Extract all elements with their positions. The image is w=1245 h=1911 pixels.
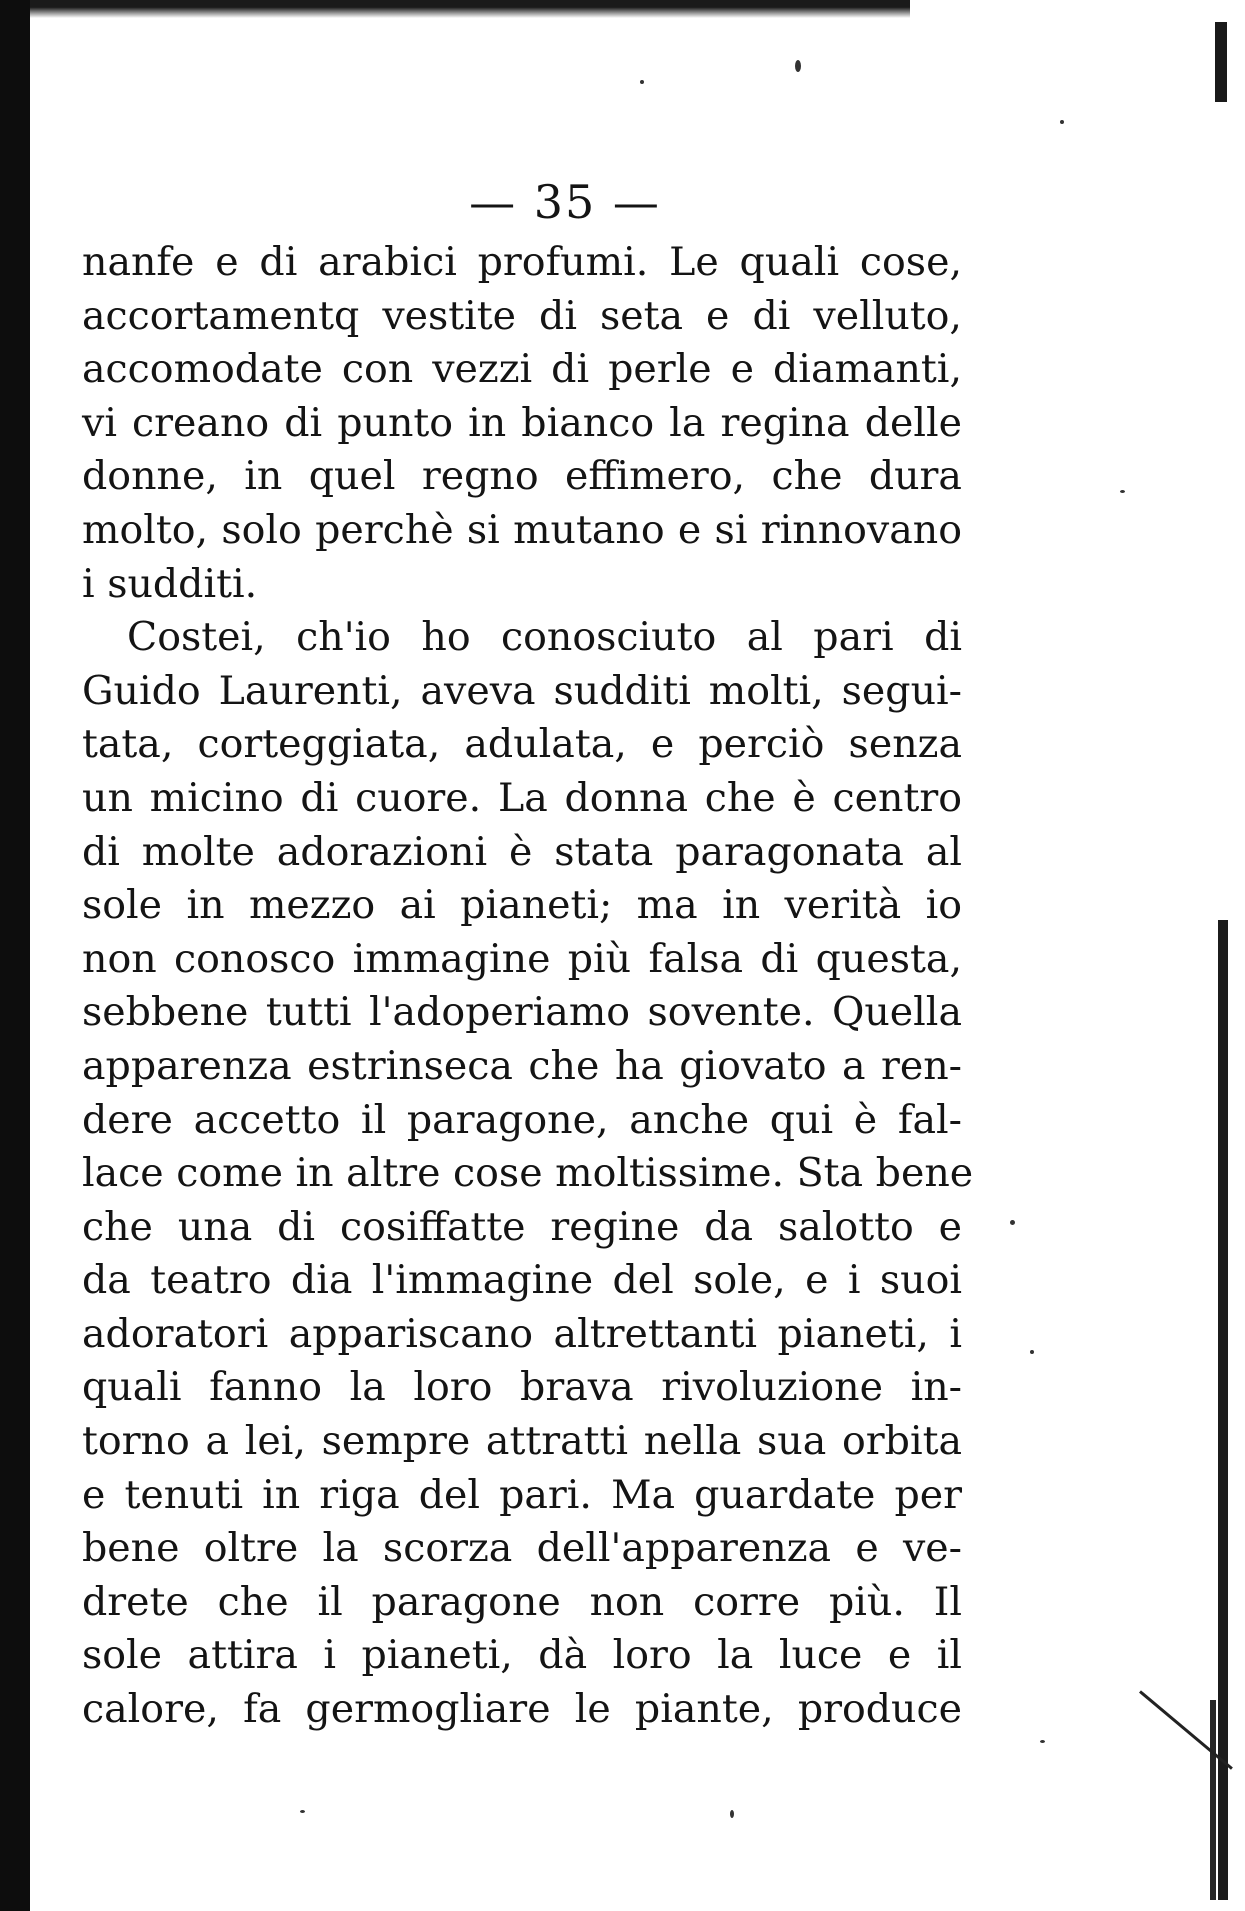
text-line: quali fanno la loro brava rivoluzione in- (82, 1364, 962, 1411)
page-number: — 35 — (469, 175, 661, 229)
text-line: dere accetto il paragone, anche qui è fal- (82, 1096, 962, 1143)
text-line: tata, corteggiata, adulata, e perciò senza (82, 721, 962, 768)
text-line: drete che il paragone non corre più. Il (82, 1578, 962, 1625)
left-binding-edge (0, 0, 30, 1911)
text-line: accomodate con vezzi di perle e diamanti, (82, 346, 962, 393)
scan-speck (1010, 1220, 1015, 1225)
text-line: lace come in altre cose moltissime. Sta bene (82, 1150, 974, 1197)
text-line: sole in mezzo ai pianeti; ma in verità io (82, 882, 962, 929)
text-line: e tenuti in riga del pari. Ma guardate per (82, 1471, 962, 1518)
text-line: calore, fa germogliare le piante, produce (82, 1686, 962, 1733)
text-line: Guido Laurenti, aveva sudditi molti, segui- (82, 667, 962, 714)
text-line: accortamentq vestite di seta e di velluto, (82, 292, 962, 339)
body-text (82, 236, 974, 1737)
scan-speck (1120, 490, 1125, 493)
scan-speck (300, 1810, 305, 1813)
text-line: apparenza estrinseca che ha giovato a ren- (82, 1042, 962, 1089)
text-line: sebbene tutti l'adoperiamo sovente. Quella (82, 989, 962, 1036)
scan-speck (640, 80, 644, 84)
text-line: da teatro dia l'immagine del sole, e i suoi (82, 1257, 962, 1304)
text-line: un micino di cuore. La donna che è centro (82, 774, 962, 821)
scan-speck (730, 1810, 734, 1818)
right-scan-edge (1218, 920, 1228, 1900)
text-line: vi creano di punto in bianco la regina delle (82, 399, 962, 446)
paragraph-2 (82, 611, 974, 1736)
text-line: non conosco immagine più falsa di questa, (82, 935, 962, 982)
text-line: donne, in quel regno effimero, che dura (82, 453, 962, 500)
top-scan-edge (30, 0, 910, 18)
text-line: i sudditi. (82, 560, 258, 607)
text-line: torno a lei, sempre attratti nella sua orbita (82, 1418, 962, 1465)
text-line: sole attira i pianeti, dà loro la luce e il (82, 1632, 962, 1679)
top-right-scan-mark (1215, 22, 1227, 102)
right-scan-edge-inner (1210, 1700, 1216, 1900)
text-line: bene oltre la scorza dell'apparenza e ve- (82, 1525, 962, 1572)
scan-speck (795, 60, 801, 72)
paragraph-1 (82, 236, 962, 611)
scan-speck (1040, 1740, 1045, 1743)
scan-speck (1060, 120, 1064, 124)
text-line: Costei, ch'io ho conosciuto al pari di (127, 614, 962, 661)
text-line: di molte adorazioni è stata paragonata al (82, 828, 962, 875)
text-line: adoratori appariscano altrettanti pianeti, i (82, 1310, 962, 1357)
scan-speck (1030, 1350, 1034, 1354)
text-line: che una di cosiffatte regine da salotto e (82, 1203, 962, 1250)
text-line: nanfe e di arabici profumi. Le quali cose, (82, 239, 962, 285)
text-line: molto, solo perchè si mutano e si rinnovano (82, 506, 962, 553)
